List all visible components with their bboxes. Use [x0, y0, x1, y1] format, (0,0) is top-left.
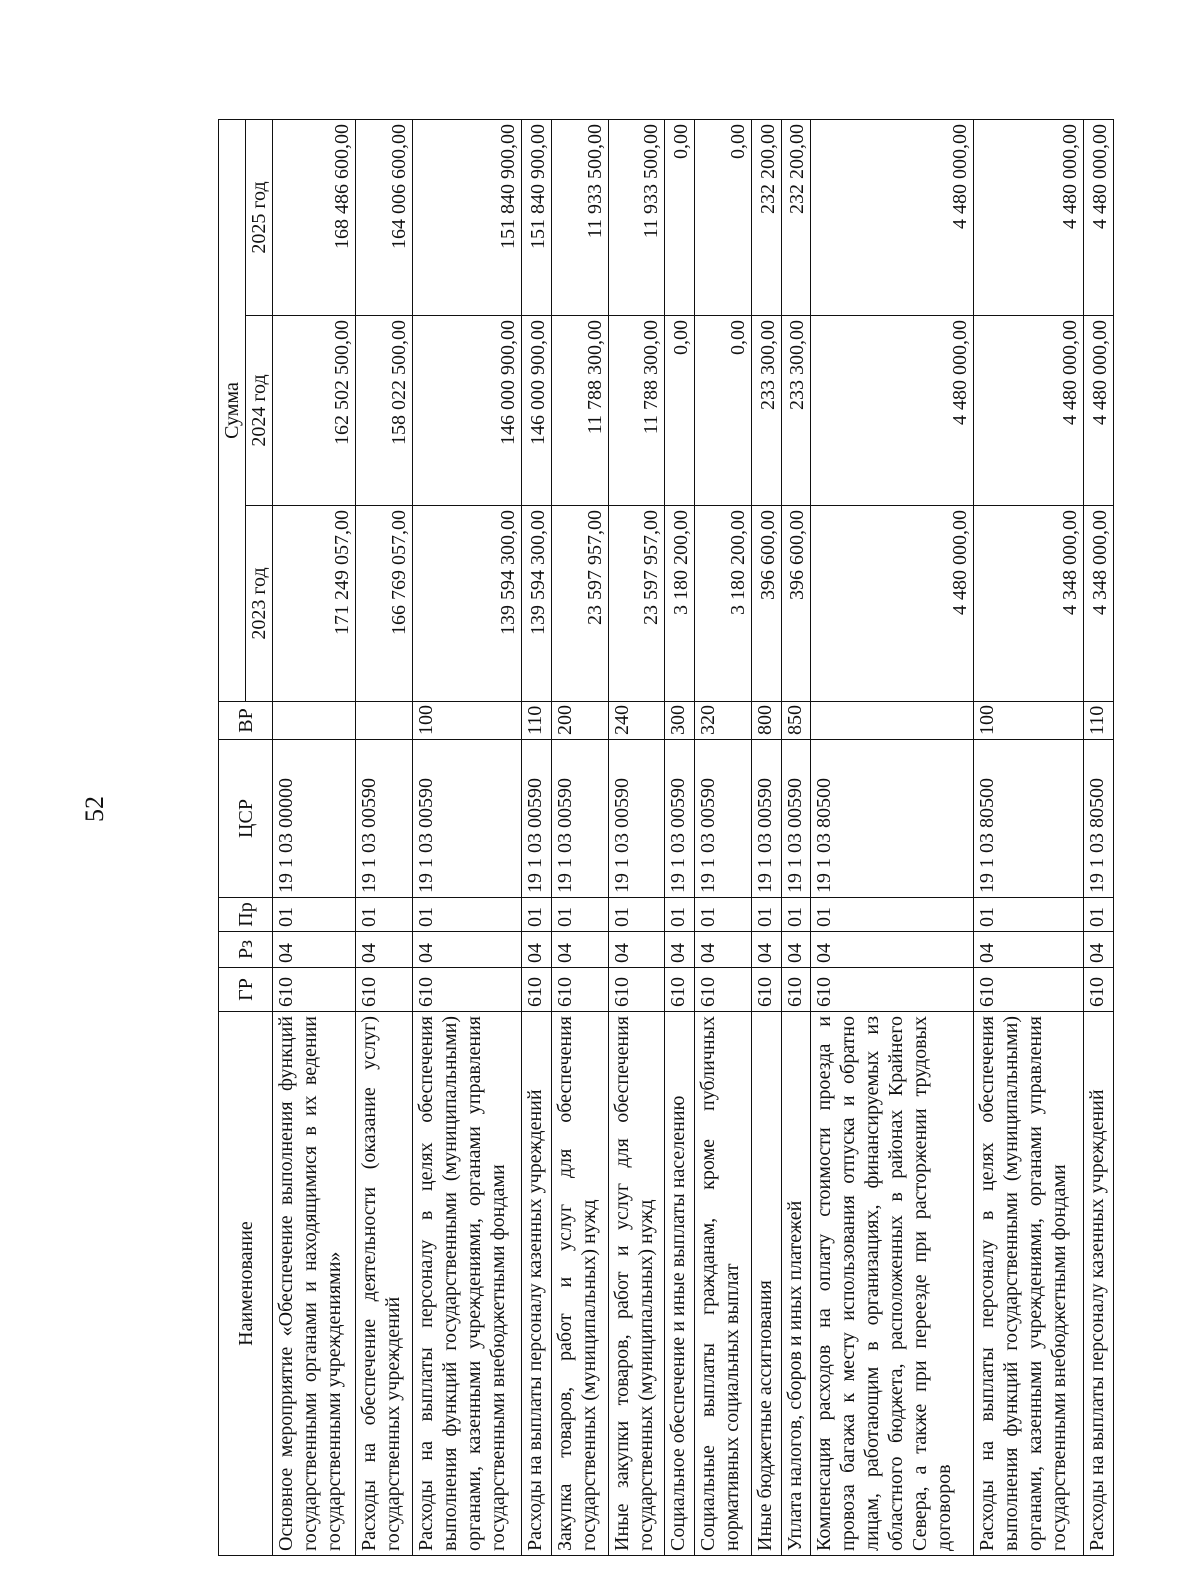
row-2025: 168 486 600,00 [273, 119, 356, 315]
header-year-2023: 2023 год [246, 506, 273, 702]
row-pr: 01 [552, 898, 609, 932]
row-vr [273, 702, 356, 740]
header-year-2025: 2025 год [246, 119, 273, 315]
header-row-1 [219, 119, 246, 1555]
row-gr: 610 [552, 968, 609, 1012]
row-rz: 04 [811, 932, 974, 968]
row-2023: 166 769 057,00 [356, 506, 413, 702]
header-pr: Пр [219, 898, 273, 932]
row-vr: 800 [751, 702, 781, 740]
row-name: Уплата налогов, сборов и иных платежей [781, 1012, 811, 1556]
row-gr: 610 [695, 968, 752, 1012]
row-pr: 01 [811, 898, 974, 932]
row-gr: 610 [356, 968, 413, 1012]
row-pr: 01 [1083, 898, 1113, 932]
row-2023: 23 597 957,00 [608, 506, 665, 702]
row-pr: 01 [412, 898, 522, 932]
row-rz: 04 [273, 932, 356, 968]
row-name: Основное мероприятие «Обеспечение выполнения функций государственными органами и находящимися в их ведении государственными учреждениями» [273, 1012, 356, 1556]
row-pr: 01 [273, 898, 356, 932]
row-name: Компенсация расходов на оплату стоимости проезда и провоза багажа к месту использования отпуска и обратно лицам, работающим в организациях, финансируемых из областного бюджета, расположенных в районах Крайнего Севера, а также при переезде при расторжении трудовых договоров [811, 1012, 974, 1556]
row-name: Иные закупки товаров, работ и услуг для обеспечения государственных (муниципальных) нужд [608, 1012, 665, 1556]
table-row [811, 119, 974, 1555]
table-row [751, 119, 781, 1555]
row-2025: 151 840 900,00 [522, 119, 552, 315]
row-2023: 4 348 000,00 [1083, 506, 1113, 702]
row-pr: 01 [781, 898, 811, 932]
header-rz: Рз [219, 932, 273, 968]
row-csr: 19 1 03 80500 [811, 740, 974, 898]
row-2024: 233 300,00 [751, 316, 781, 506]
row-2024: 4 480 000,00 [1083, 316, 1113, 506]
row-2024: 11 788 300,00 [608, 316, 665, 506]
row-rz: 04 [974, 932, 1084, 968]
page-number: 52 [80, 796, 109, 822]
row-2024: 0,00 [665, 316, 695, 506]
row-2025: 4 480 000,00 [974, 119, 1084, 315]
row-name: Иные бюджетные ассигнования [751, 1012, 781, 1556]
row-2023: 171 249 057,00 [273, 506, 356, 702]
row-2023: 3 180 200,00 [665, 506, 695, 702]
row-rz: 04 [608, 932, 665, 968]
row-csr: 19 1 03 00590 [522, 740, 552, 898]
row-gr: 610 [811, 968, 974, 1012]
row-2025: 151 840 900,00 [412, 119, 522, 315]
row-vr: 110 [1083, 702, 1113, 740]
row-rz: 04 [751, 932, 781, 968]
row-vr: 110 [522, 702, 552, 740]
row-pr: 01 [695, 898, 752, 932]
row-vr: 850 [781, 702, 811, 740]
row-pr: 01 [974, 898, 1084, 932]
table-row [412, 119, 522, 1555]
row-name: Закупка товаров, работ и услуг для обеспечения государственных (муниципальных) нужд [552, 1012, 609, 1556]
row-name: Социальное обеспечение и иные выплаты населению [665, 1012, 695, 1556]
header-year-2024: 2024 год [246, 316, 273, 506]
row-vr [811, 702, 974, 740]
row-2025: 4 480 000,00 [811, 119, 974, 315]
table-row [695, 119, 752, 1555]
row-csr: 19 1 03 00590 [552, 740, 609, 898]
row-name: Расходы на выплаты персоналу казенных учреждений [522, 1012, 552, 1556]
row-name: Расходы на выплаты персоналу казенных учреждений [1083, 1012, 1113, 1556]
header-sum: Сумма [219, 119, 246, 701]
row-gr: 610 [665, 968, 695, 1012]
row-2024: 162 502 500,00 [273, 316, 356, 506]
header-vr: ВР [219, 702, 273, 740]
row-rz: 04 [695, 932, 752, 968]
row-2023: 139 594 300,00 [412, 506, 522, 702]
row-csr: 19 1 03 80500 [974, 740, 1084, 898]
row-csr: 19 1 03 00590 [751, 740, 781, 898]
row-pr: 01 [751, 898, 781, 932]
row-2023: 139 594 300,00 [522, 506, 552, 702]
table-row [273, 119, 356, 1555]
row-2024: 146 000 900,00 [412, 316, 522, 506]
row-pr: 01 [665, 898, 695, 932]
table-row [665, 119, 695, 1555]
row-2025: 0,00 [695, 119, 752, 315]
row-csr: 19 1 03 00590 [695, 740, 752, 898]
row-gr: 610 [751, 968, 781, 1012]
row-2025: 164 006 600,00 [356, 119, 413, 315]
row-2025: 0,00 [665, 119, 695, 315]
row-csr: 19 1 03 00590 [665, 740, 695, 898]
row-vr: 200 [552, 702, 609, 740]
row-2023: 396 600,00 [751, 506, 781, 702]
row-2025: 11 933 500,00 [552, 119, 609, 315]
table-row [974, 119, 1084, 1555]
row-csr: 19 1 03 00590 [781, 740, 811, 898]
row-pr: 01 [522, 898, 552, 932]
row-2024: 146 000 900,00 [522, 316, 552, 506]
row-rz: 04 [665, 932, 695, 968]
row-2025: 11 933 500,00 [608, 119, 665, 315]
row-rz: 04 [552, 932, 609, 968]
row-rz: 04 [781, 932, 811, 968]
row-name: Расходы на выплаты персоналу в целях обеспечения выполнения функций государственными (муниципальными) органами, казенными учреждениями, органами управления государственными внебюджетными фондами [412, 1012, 522, 1556]
row-gr: 610 [412, 968, 522, 1012]
row-2025: 232 200,00 [751, 119, 781, 315]
row-gr: 610 [522, 968, 552, 1012]
table-row [356, 119, 413, 1555]
row-gr: 610 [1083, 968, 1113, 1012]
row-vr [356, 702, 413, 740]
row-gr: 610 [974, 968, 1084, 1012]
row-csr: 19 1 03 00590 [412, 740, 522, 898]
row-2024: 11 788 300,00 [552, 316, 609, 506]
table-row [552, 119, 609, 1555]
row-2025: 4 480 000,00 [1083, 119, 1113, 315]
row-rz: 04 [1083, 932, 1113, 968]
header-csr: ЦСР [219, 740, 273, 898]
row-2024: 158 022 500,00 [356, 316, 413, 506]
row-name: Расходы на выплаты персоналу в целях обеспечения выполнения функций государственными (муниципальными) органами, казенными учреждениями, органами управления государственными внебюджетными фондами [974, 1012, 1084, 1556]
row-2023: 23 597 957,00 [552, 506, 609, 702]
row-vr: 240 [608, 702, 665, 740]
row-vr: 320 [695, 702, 752, 740]
row-vr: 100 [412, 702, 522, 740]
row-csr: 19 1 03 00000 [273, 740, 356, 898]
table-row [781, 119, 811, 1555]
header-name: Наименование [219, 1012, 273, 1556]
row-csr: 19 1 03 00590 [356, 740, 413, 898]
budget-table [218, 119, 1114, 1556]
header-gr: ГР [219, 968, 273, 1012]
row-name: Социальные выплаты гражданам, кроме публичных нормативных социальных выплат [695, 1012, 752, 1556]
row-2023: 3 180 200,00 [695, 506, 752, 702]
table-row [522, 119, 552, 1555]
row-gr: 610 [608, 968, 665, 1012]
row-name: Расходы на обеспечение деятельности (оказание услуг) государственных учреждений [356, 1012, 413, 1556]
table-row [608, 119, 665, 1555]
row-2023: 4 348 000,00 [974, 506, 1084, 702]
row-rz: 04 [522, 932, 552, 968]
row-2023: 4 480 000,00 [811, 506, 974, 702]
row-gr: 610 [273, 968, 356, 1012]
row-csr: 19 1 03 00590 [608, 740, 665, 898]
row-2024: 4 480 000,00 [974, 316, 1084, 506]
row-2025: 232 200,00 [781, 119, 811, 315]
table-row [1083, 119, 1113, 1555]
row-2024: 233 300,00 [781, 316, 811, 506]
row-gr: 610 [781, 968, 811, 1012]
row-2024: 0,00 [695, 316, 752, 506]
row-csr: 19 1 03 80500 [1083, 740, 1113, 898]
row-2023: 396 600,00 [781, 506, 811, 702]
row-pr: 01 [608, 898, 665, 932]
row-pr: 01 [356, 898, 413, 932]
row-vr: 300 [665, 702, 695, 740]
row-rz: 04 [412, 932, 522, 968]
row-vr: 100 [974, 702, 1084, 740]
row-rz: 04 [356, 932, 413, 968]
row-2024: 4 480 000,00 [811, 316, 974, 506]
